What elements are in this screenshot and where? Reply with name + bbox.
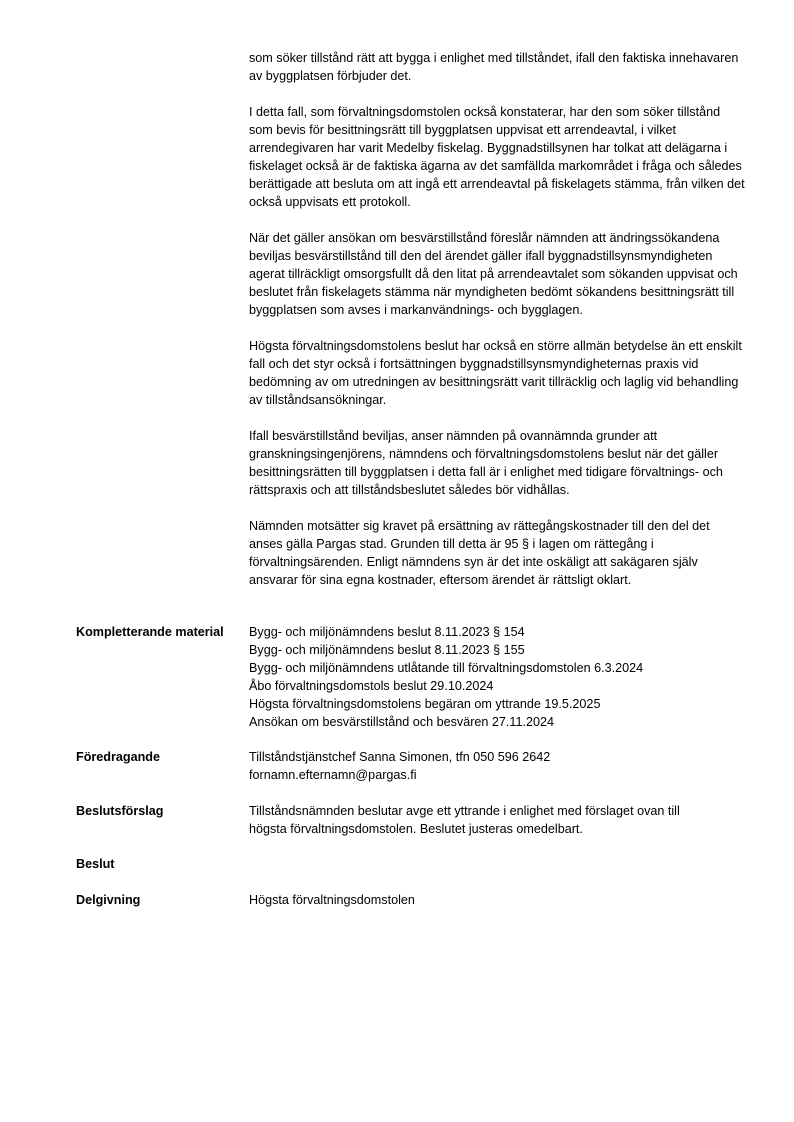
foredragande-email: fornamn.efternamn@pargas.fi xyxy=(249,768,417,782)
paragraph-1: som söker tillstånd rätt att bygga i enlighet med tillståndet, ifall den faktiska innehavaren av byggplatsen förbjuder det. xyxy=(249,51,739,83)
paragraph-2: I detta fall, som förvaltningsdomstolen också konstaterar, har den som söker tillstånd som bevis för besittningsrätt till byggplatsen uppvisat ett arrendeavtal, i vilket arrendegivaren har varit Medelby fiskelag. Byggnadstillsynen har tolkat att delägarna i fiskelaget också är de faktiska ägarna av det samfällda markområdet i fråga och således berättigade att besluta om att ingå ett arrendeavtal på fiskelagets stämma, från vilken det också uppvisats ett protokoll. xyxy=(249,105,745,209)
kompletterande-item: Bygg- och miljönämndens beslut 8.11.2023 § 155 xyxy=(249,643,525,657)
paragraph-3: När det gäller ansökan om besvärstillstånd föreslår nämnden att ändringssökandena beviljas besvärstillstånd till den del ärendet gäller ifall byggnadstillsynsmyndigheten agerat tillräckligt omsorgsfullt då den litat på arrendeavtalet som sökanden uppvisat och beslutet från fiskelagets stämma när myndigheten bedömt sökandens besittningsrätt till byggplatsen som avses i markanvändnings- och bygglagen. xyxy=(249,231,738,317)
delgivning-content xyxy=(249,891,745,909)
kompletterande-item: Bygg- och miljönämndens beslut 8.11.2023 § 154 xyxy=(249,625,525,639)
kompletterande-item: Åbo förvaltningsdomstols beslut 29.10.2024 xyxy=(249,679,494,693)
paragraph-4: Högsta förvaltningsdomstolens beslut har också en större allmän betydelse än ett enskilt fall och det styr också i fortsättningen byggnadstillsynsmyndigheternas praxis vid bedömning av om utredningen av besittningsrätt varit tillräcklig och laglig vid behandling av tillståndsansökningar. xyxy=(249,339,742,407)
section-label-beslut: Beslut xyxy=(76,857,115,871)
kompletterande-item: Bygg- och miljönämndens utlåtande till förvaltningsdomstolen 6.3.2024 xyxy=(249,661,644,675)
kompletterande-item: Högsta förvaltningsdomstolens begäran om yttrande 19.5.2025 xyxy=(249,697,601,711)
section-label-kompletterande: Kompletterande material xyxy=(76,625,224,639)
delgivning-recipient: Högsta förvaltningsdomstolen xyxy=(249,893,415,907)
body-text xyxy=(249,49,745,607)
kompletterande-item: Ansökan om besvärstillstånd och besvären 27.11.2024 xyxy=(249,715,555,729)
section-label-delgivning: Delgivning xyxy=(76,893,141,907)
section-label-beslutsforslag: Beslutsförslag xyxy=(76,804,164,818)
beslutsforslag-line: högsta förvaltningsdomstolen. Beslutet justeras omedelbart. xyxy=(249,822,583,836)
beslutsforslag-content xyxy=(249,802,745,838)
kompletterande-list xyxy=(249,623,745,731)
paragraph-5: Ifall besvärstillstånd beviljas, anser nämnden på ovannämnda grunder att granskningsingenjörens, nämndens och förvaltningsdomstolens beslut när det gäller besittningsrätten till byggplatsen i detta fall är i enlighet med tidigare förvaltnings- och rättspraxis och att tillståndsbeslutet således bör vidhållas. xyxy=(249,429,723,497)
paragraph-6: Nämnden motsätter sig kravet på ersättning av rättegångskostnader till den del det anses gälla Pargas stad. Grunden till detta är 95 § i lagen om rättegång i förvaltningsärenden. Enligt nämndens syn är det inte oskäligt att sakägaren själv ansvarar för sina egna kostnader, eftersom ärendet är rättsligt oklart. xyxy=(249,519,710,587)
section-label-foredragande: Föredragande xyxy=(76,750,160,764)
beslutsforslag-line: Tillståndsnämnden beslutar avge ett yttrande i enlighet med förslaget ovan till xyxy=(249,804,680,818)
foredragande-content xyxy=(249,748,745,784)
foredragande-name: Tillståndstjänstchef Sanna Simonen, tfn 050 596 2642 xyxy=(249,750,551,764)
